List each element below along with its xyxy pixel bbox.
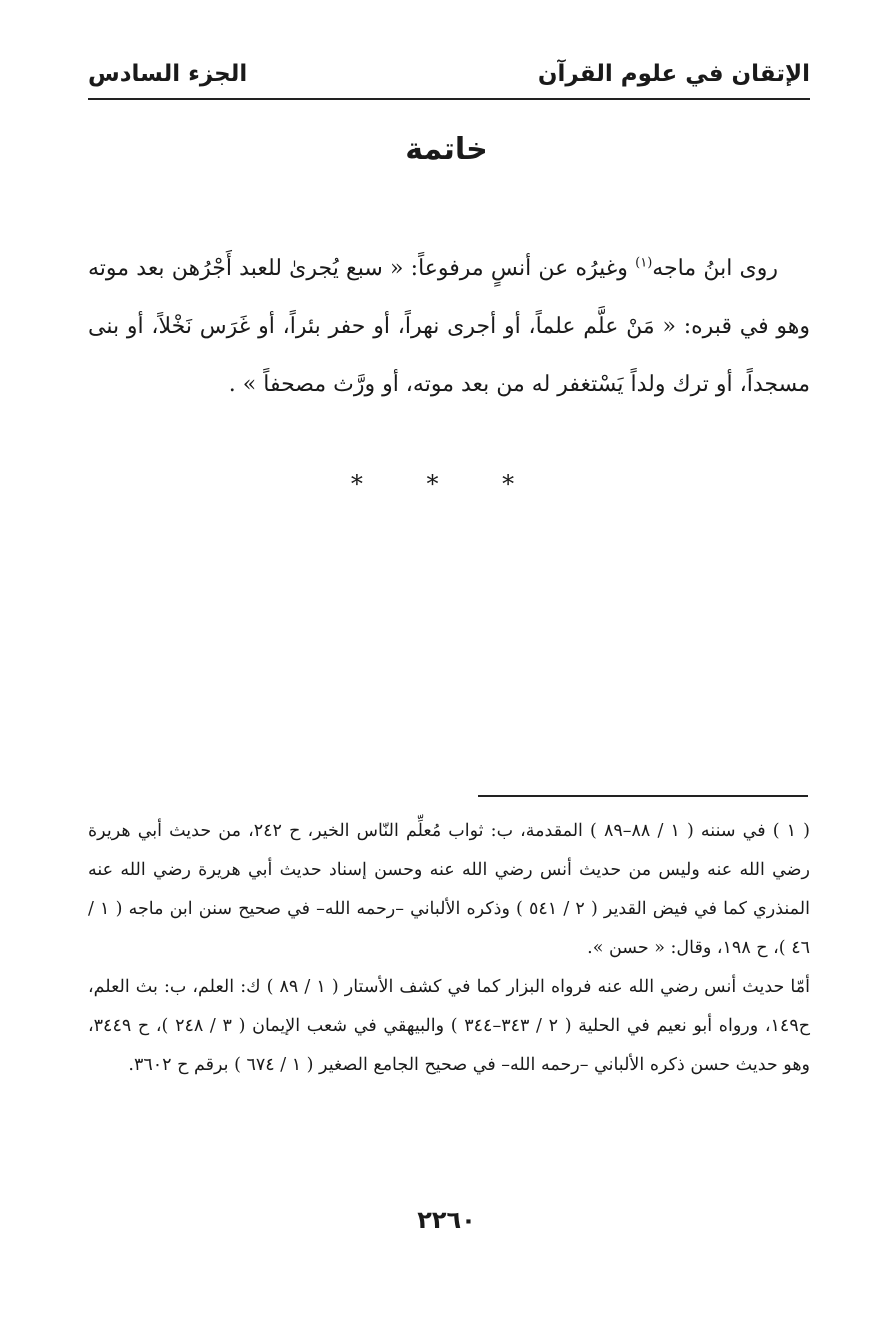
footnote-reference[interactable]: (١) (635, 255, 653, 271)
volume-label: الجزء السادس (88, 61, 248, 87)
section-title: خاتمة (405, 132, 488, 167)
header-rule (88, 98, 810, 100)
body-text-rest: وغيرُه عن أنسٍ مرفوعاً: « سبع يُجرىٰ للعبد أَجْرُهن بعد موته وهو في قبره: « مَنْ علَّم علماً، أو أجرى نهراً، أو حفر بئراً، أو غَرَس نَخْلاً، أو بنى مسجداً، أو ترك ولداً يَسْتغفر له من بعد موته، أو ورَّث مصحفاً » . (88, 256, 810, 397)
page-number: ٢٢٦٠ (417, 1206, 476, 1234)
footnotes (88, 812, 810, 1085)
section-separator: * * * (350, 470, 543, 498)
main-paragraph (88, 240, 810, 414)
footnote-1-continuation: أمّا حديث أنس رضي الله عنه فرواه البزار كما في كشف الأستار ( ١ / ٨٩ ) ك: العلم، ب: بث العلم، ح١٤٩، ورواه أبو نعيم في الحلية ( ٢ / ٣٤٣–٣٤٤ ) والبيهقي في شعب الإيمان ( ٣ / ٢٤٨ )، ح ٣٤٤٩، وهو حديث حسن ذكره الألباني –رحمه الله– في صحيح الجامع الصغير ( ١ / ٦٧٤ ) برقم ح ٣٦٠٢. (88, 977, 811, 1075)
footnote-rule (478, 795, 808, 797)
footnote-1: ( ١ ) في سننه ( ١ / ٨٨–٨٩ ) المقدمة، ب: ثواب مُعلِّم النّاس الخير، ح ٢٤٢، من حديث أبي هريرة رضي الله عنه وليس من حديث أنس رضي الله عنه وحسن إسناد حديث أبي هريرة رضي الله عنه المنذري كما في فيض القدير ( ٢ / ٥٤١ ) وذكره الألباني –رحمه الله– في صحيح سنن ابن ماجه ( ١ / ٤٦ )، ح ١٩٨، وقال: « حسن ». (88, 821, 811, 958)
body-text-start: روى ابنُ ماجه (652, 256, 778, 281)
book-title: الإتقان في علوم القرآن (537, 61, 810, 87)
running-header (88, 52, 810, 96)
